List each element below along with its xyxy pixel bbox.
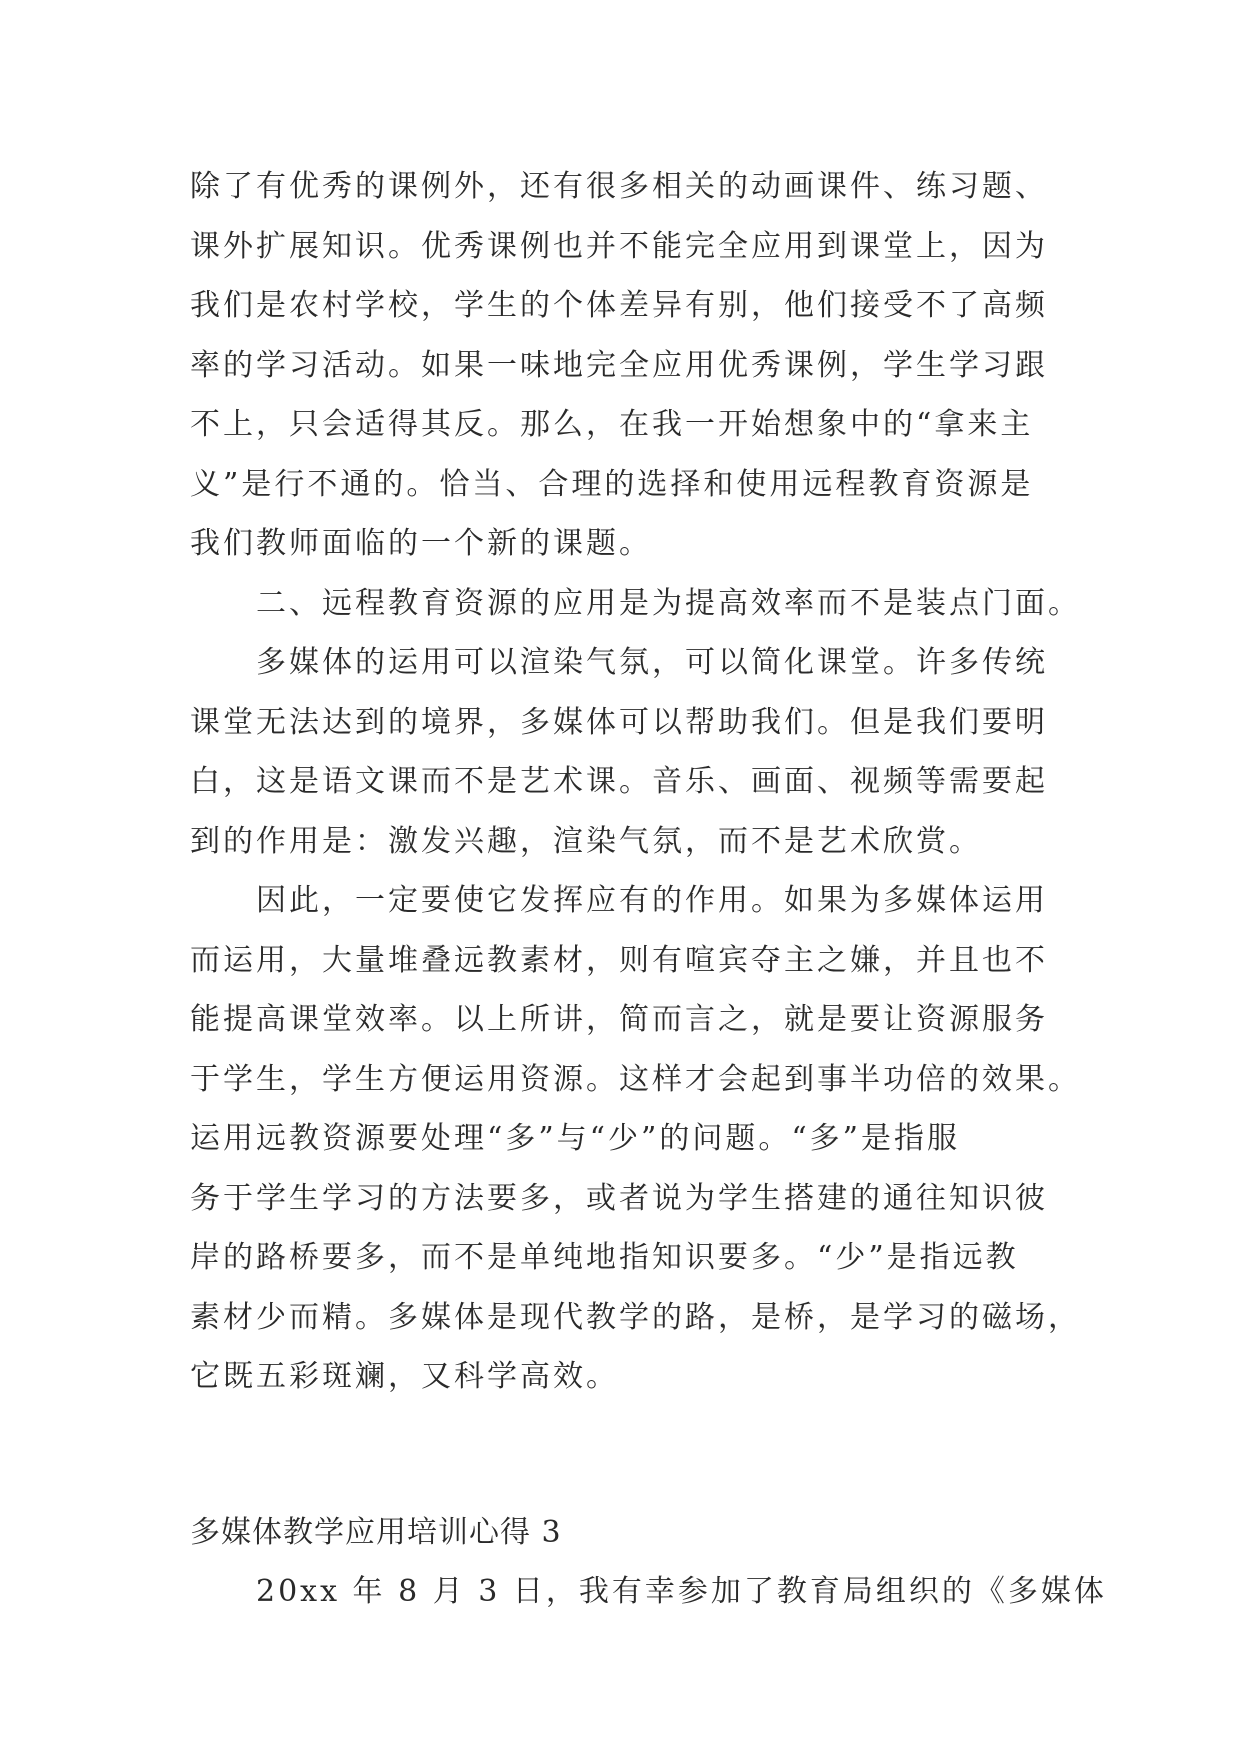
text-line: 务于学生学习的方法要多，或者说为学生搭建的通往知识彼 — [190, 1180, 1048, 1216]
text-line: 到的作用是：激发兴趣，渲染气氛，而不是艺术欣赏。 — [190, 823, 982, 859]
text-line: 课外扩展知识。优秀课例也并不能完全应用到课堂上，因为 — [190, 228, 1048, 264]
text-line: 不上，只会适得其反。那么，在我一开始想象中的“拿来主 — [190, 407, 1034, 442]
text-line: 于学生，学生方便运用资源。这样才会起到事半功倍的效果。 — [190, 1061, 1081, 1097]
text-line: 除了有优秀的课例外，还有很多相关的动画课件、练习题、 — [190, 169, 1048, 204]
text-line: 而运用，大量堆叠远教素材，则有喧宾夺主之嫌，并且也不 — [190, 942, 1048, 978]
text-line: 我们教师面临的一个新的课题。 — [190, 526, 652, 561]
text-line: 率的学习活动。如果一味地完全应用优秀课例，学生学习跟 — [190, 347, 1048, 383]
section-gap — [190, 1407, 1070, 1503]
text-line: 多媒体的运用可以渲染气氛，可以简化课堂。许多传统 — [256, 645, 1048, 680]
text-line: 20xx 年 8 月 3 日，我有幸参加了教育局组织的《多媒体 — [256, 1574, 1107, 1609]
text-line: 能提高课堂效率。以上所讲，简而言之，就是要让资源服务 — [190, 1002, 1048, 1037]
text-line: 它既五彩斑斓，又科学高效。 — [190, 1359, 619, 1394]
text-line: 义”是行不通的。恰当、合理的选择和使用远程教育资源是 — [190, 466, 1034, 502]
text-line: 课堂无法达到的境界，多媒体可以帮助我们。但是我们要明 — [190, 704, 1048, 740]
section-heading: 多媒体教学应用培训心得 3 — [190, 1514, 562, 1550]
text-line: 因此，一定要使它发挥应有的作用。如果为多媒体运用 — [256, 883, 1048, 918]
document-body — [190, 157, 1107, 1622]
text-line: 我们是农村学校，学生的个体差异有别，他们接受不了高频 — [190, 288, 1048, 323]
text-line: 白，这是语文课而不是艺术课。音乐、画面、视频等需要起 — [190, 764, 1048, 799]
text-line: 运用远教资源要处理“多”与“少”的问题。“多”是指服 — [190, 1121, 961, 1156]
text-line: 岸的路桥要多，而不是单纯地指知识要多。“少”是指远教 — [190, 1240, 1019, 1275]
subheading-line: 二、远程教育资源的应用是为提高效率而不是装点门面。 — [256, 585, 1081, 621]
text-line: 素材少而精。多媒体是现代教学的路，是桥，是学习的磁场， — [190, 1299, 1081, 1335]
